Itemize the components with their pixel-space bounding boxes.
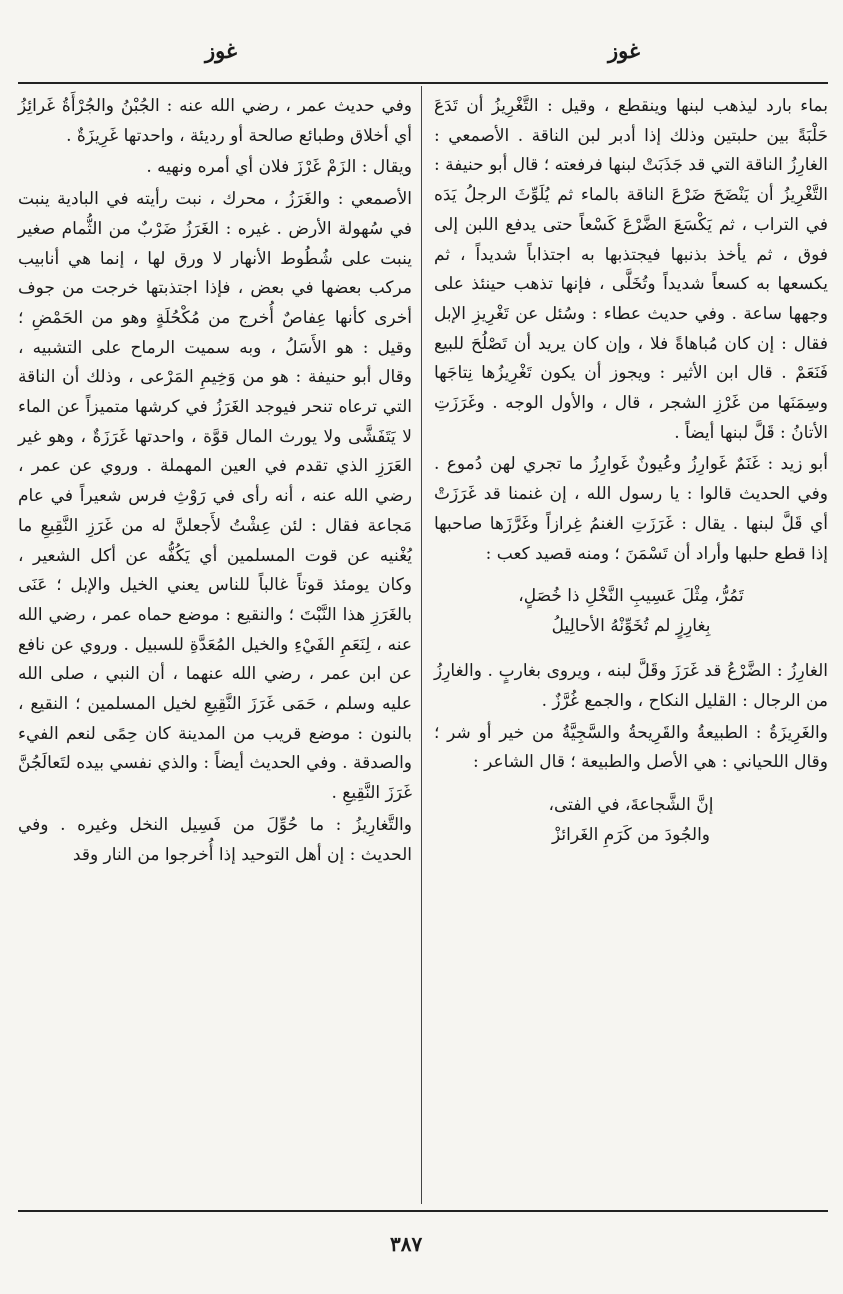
- right-paragraph-2: أبو زيد : غَنَمٌ غَوارِزُ وعُيونٌ غَوارِزُ ما تجري لهن دُموع . وفي الحديث قالوا : يا رسول الله ، إن غنمنا قد غَرَزَتْ أي قَلَّ لبنها . يقال : غَرَزَتِ الغنمُ غِرازاً وغَرَّزَها صاحبها إذا قطع حلبها وأراد أن تَسْمَنَ ؛ ومنه قصيد كعب :: [434, 454, 828, 564]
- left-column: [18, 92, 412, 872]
- right-paragraph-1: بماء بارد ليذهب لبنها وينقطع ، وقيل : التَّغْرِيزُ أن تَدَعَ حَلْبَةً بين حلبتين وذلك إذا أدبر لبن الناقة . الأصمعي : الغارِزُ الناقة التي قد جَذَبَتْ لبنها فرفعته ؛ قال أبو حنيفة : التَّغْرِيزُ أن يَنْضَحَ ضَرْعَ الناقة بالماء ثم يُلَوِّثَ الرجلُ يَدَه في التراب ، ثم يَكْسَعَ الضَّرْعَ كَسْعاً حتى يدفع اللبن إلى فوق ، ثم يأخذ بذنبها فيجتذبها به اجتذاباً شديداً ، ثم يكسعها به كسعاً شديداً وتُخَلَّى ، فإنها تذهب حينئذ على وجهها ساعة . وفي حديث عطاء : وسُئل عن تَغْرِيزِ الإبل فقال : إن كان مُباهاةً فلا ، وإن كان يريد أن تَصْلُحَ للبيع فَنَعَمْ . قال ابن الأثير : ويجوز أن يكون تَغْرِيزُها نِتاجَها وسِمَنَها من غَرْزِ الشجر ، قال ، والأول الوجه . وغَرَزَتِ الأتانُ : قَلَّ لبنها أيضاً .: [434, 96, 828, 443]
- right-column: [434, 92, 828, 866]
- poem-kaab: [434, 581, 828, 641]
- poem-line: والجُودَ من كَرَمِ الغَرائزْ: [551, 825, 710, 846]
- poem-shaaer: [434, 790, 828, 850]
- header-keyword-right: غوز: [608, 38, 640, 63]
- left-paragraph-2: ويقال : الزَمْ غَرْزَ فلان أي أمره ونهيه .: [146, 157, 412, 178]
- poem-line: تَمُرُّ، مِثْلَ عَسِيبِ النَّخْلِ ذا خُصَلٍ،: [518, 586, 744, 607]
- page-number: ٣٨٧: [390, 1232, 423, 1256]
- poem-line: بِغارِزٍ لم تُخَوِّنْهُ الأحالِيلُ: [551, 616, 711, 637]
- column-divider: [421, 86, 422, 1204]
- poem-line: إنَّ الشَّجاعةَ، في الفتى،: [548, 795, 714, 816]
- right-paragraph-3: الغارِزُ : الضَّرْعُ قد غَرَزَ وقَلَّ لبنه ، ويروى بغاربٍ . والغارِزُ من الرجال : القليل النكاح ، والجمع غُرَّزٌ .: [434, 661, 828, 711]
- top-rule: [18, 82, 828, 84]
- left-paragraph-3: الأصمعي : والغَرَزُ ، محرك ، نبت رأيته في البادية ينبت في سُهولة الأرض . غيره : الغَرَزُ ضَرْبٌ من الثُّمام صغير ينبت على شُطُوط الأنهار لا ورق لها ، إنما هي أنابيب مركب بعضها في بعض ، فإذا اجتذبتها خرجت من جوف أخرى كأنها عِفاصٌ أُخرج من مُكْحُلَةٍ وهو من الحَمْضِ ؛ وقيل : هو الأَسَلُ ، وبه سميت الرماح على التشبيه ، وقال أبو حنيفة : هو من وَخِيمِ المَرْعى ، وذلك أن الناقة التي ترعاه تنحر فيوجد الغَرَزُ في كرشها متميزاً عن الماء لا يَتَفَشَّى ولا يورث المال قوَّة ، واحدتها غَرَزَةٌ ، وهو غير العَرَزِ الذي تقدم في العين المهملة . وروي عن عمر ، رضي الله عنه ، أنه رأى في رَوْثِ فرس شعيراً في عام مَجاعة فقال : لئن عِشْتُ لأَجعلنَّ له من غَرَزِ النَّقِيعِ ما يُغْنيه عن قوت المسلمين أي يَكُفُّه عن أكل الشعير ، وكان يومئذ قوتاً غالباً للناس يعني الخيل والإبل ؛ عَنَى بالغَرَزِ هذا النَّبْتَ ؛ والنقيع : موضع حماه عمر ، رضي الله عنه ، لِنَعَمِ الفَيْءِ والخيل المُعَدَّةِ للسبيل . وروي عن نافع عن ابن عمر ، رضي الله عنهما ، أن النبي ، صلى الله عليه وسلم ، حَمَى غَرَزَ النَّقِيعِ لخيل المسلمين ؛ النقيع ، بالنون : موضع قريب من المدينة كان حِمًى لنعم الفيء والصدقة . وفي الحديث أيضاً : والذي نفسي بيده لتَعالَجُنَّ غَرَزَ النَّقِيعِ .: [18, 189, 412, 804]
- right-paragraph-4: والغَرِيزَةُ : الطبيعةُ والقَرِيحةُ والسَّجِيَّةُ من خير أو شر ؛ وقال اللحياني : هي الأصل والطبيعة ؛ قال الشاعر :: [434, 722, 828, 773]
- left-paragraph-1: وفي حديث عمر ، رضي الله عنه : الجُبْنُ والجُرْأَةُ غَرائِزُ أي أخلاق وطبائع صالحة أو رديئة ، واحدتها غَرِيزَةٌ .: [18, 96, 412, 146]
- bottom-rule: [18, 1210, 828, 1212]
- left-paragraph-4: والتَّغارِيزُ : ما حُوِّلَ من فَسِيل النخل وغيره . وفي الحديث : إن أهل التوحيد إذا أُخرجوا من النار وقد: [18, 814, 412, 865]
- header-keyword-left: غوز: [205, 38, 237, 63]
